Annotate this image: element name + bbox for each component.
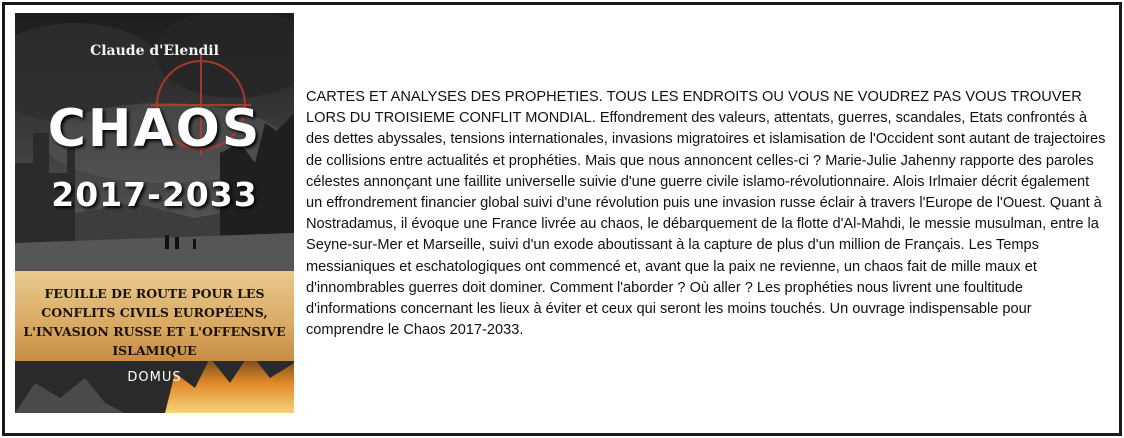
- cover-author: Claude d'Elendil: [90, 43, 219, 59]
- cover-subtitle: FEUILLE DE ROUTE POUR LES CONFLITS CIVILS EUROPÉENS, L'INVASION RUSSE ET L'OFFENSIVE ISLAMIQUE: [23, 286, 286, 358]
- book-cover[interactable]: [15, 13, 294, 413]
- book-description: CARTES ET ANALYSES DES PROPHETIES. TOUS LES ENDROITS OU VOUS NE VOUDREZ PAS VOUS TROUVER LORS DU TROISIEME CONFLIT MONDIAL. Effondrement des valeurs, attentats, guerres, scandales, Etats confrontés à des dettes abyssales, tensions internationales, invasions migratoires et islamisation de l'Occident sont autant de trajectoires de collisions entre actualités et prophéties. Mais que nous annoncent celles-ci ? Marie-Julie Jahenny rapporte des paroles célestes annonçant une faillite universelle suivie d'une guerre civile islamo-révolutionnaire. Alois Irlmaier décrit également un effrondrement financier global suivi d'une révolution puis une invasion russe éclair à travers l'Europe de l'Ouest. Quant à Nostradamus, il évoque une France livrée au chaos, le débarquement de la flotte d'Al-Mahdi, le messie musulman, entre la Seyne-sur-Mer et Marseille, suivi d'un exode aboutissant à la capture de plus d'un million de Français. Les Temps messianiques et eschatologiques ont commencé et, avant que la paix ne revienne, un chaos fait de mille maux et d'innombrables guerres doit dominer. Comment l'aborder ? Où aller ? Les prophéties nous livrent une foultitude d'informations concernant les lieux à éviter et ceux qui seront les moins touchés. Un ouvrage indispensable pour comprendre le Chaos 2017-2033.: [306, 89, 1106, 339]
- cover-title: CHAOS: [47, 99, 262, 159]
- cover-publisher: DOMUS: [127, 370, 182, 385]
- cover-years: 2017-2033: [51, 175, 258, 214]
